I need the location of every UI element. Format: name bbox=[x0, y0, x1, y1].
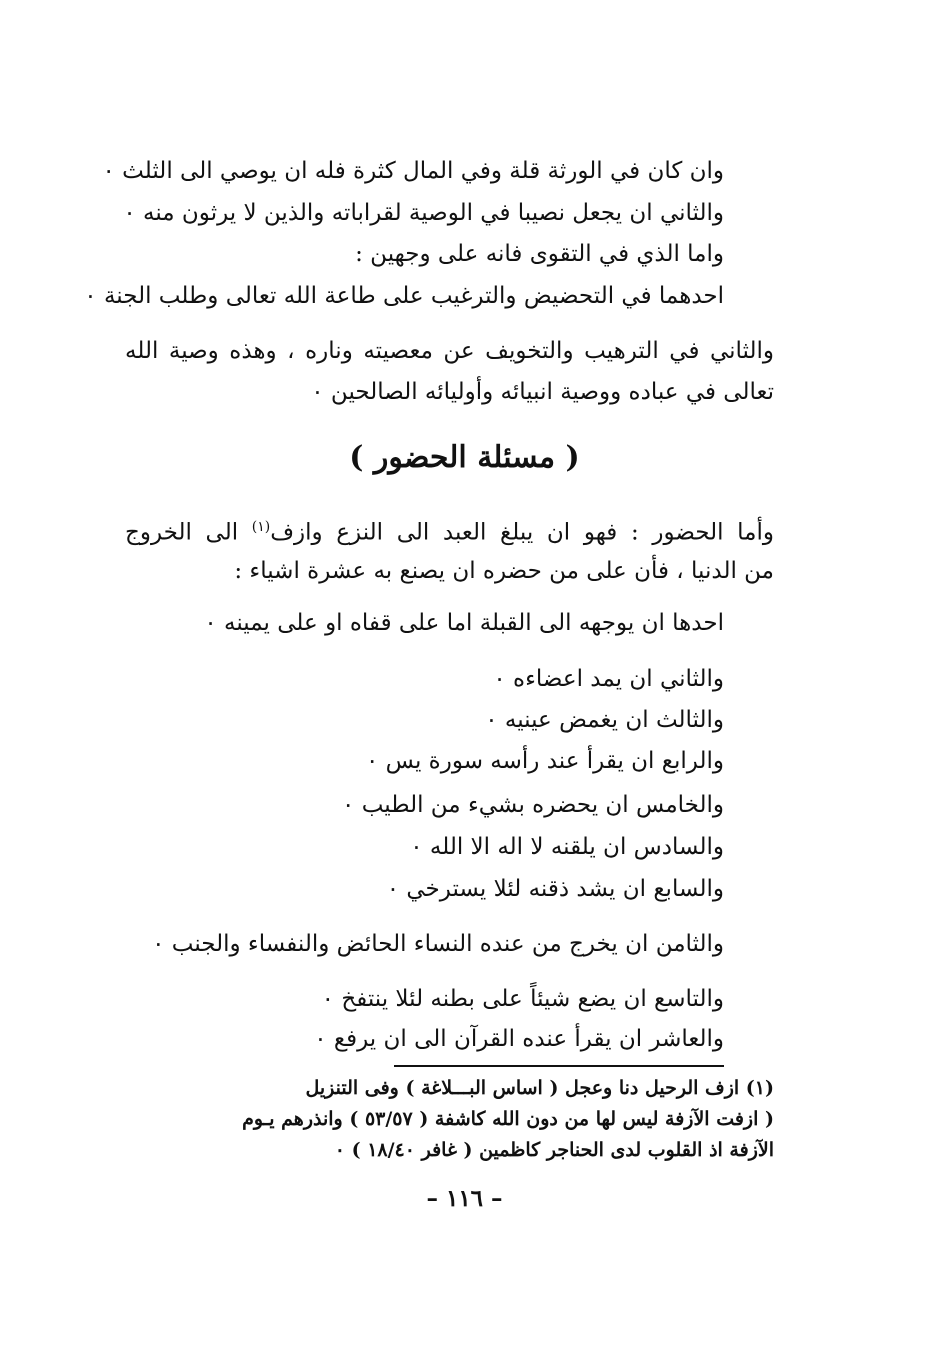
body-line: والثاني في الترهيب والتخويف عن معصيته وناره ، وهذه وصية الله bbox=[125, 338, 774, 364]
footnote-marker: (١) bbox=[251, 519, 271, 535]
footnote-divider bbox=[394, 1065, 724, 1067]
footnote-line: الآزفة اذ القلوب لدى الحناجر كاظمين ( غافر ١٨/٤٠ ) ٠ bbox=[334, 1139, 774, 1161]
body-line: والثاني ان يجعل نصيبا في الوصية لقراباته والذين لا يرثون منه ٠ bbox=[123, 200, 724, 226]
intro-line: من الدنيا ، فأن على من حضره ان يصنع به عشرة اشياء : bbox=[234, 558, 774, 584]
list-item: والثالث ان يغمض عينيه ٠ bbox=[485, 707, 724, 733]
list-item: والتاسع ان يضع شيئاً على بطنه لئلا ينتفخ ٠ bbox=[321, 986, 724, 1012]
page-number: – ١١٦ – bbox=[426, 1185, 503, 1212]
list-item: احدها ان يوجهه الى القبلة اما على قفاه او على يمينه ٠ bbox=[204, 610, 724, 636]
list-item: والسابع ان يشد ذقنه لئلا يسترخي ٠ bbox=[386, 876, 724, 902]
list-item: والثاني ان يمد اعضاءه ٠ bbox=[493, 666, 724, 692]
body-line: تعالى في عباده ووصية انبيائه وأوليائه الصالحين ٠ bbox=[311, 379, 774, 405]
body-line: احدهما في التحضيض والترغيب على طاعة الله تعالى وطلب الجنة ٠ bbox=[84, 283, 724, 309]
list-item: والخامس ان يحضره بشيء من الطيب ٠ bbox=[342, 792, 724, 818]
footnote-line: ( ازفت الآزفة ليس لها من دون الله كاشفة ( ٥٣/٥٧ ) وانذرهم يـوم bbox=[242, 1108, 774, 1130]
body-line: وان كان في الورثة قلة وفي المال كثرة فله ان يوصي الى الثلث ٠ bbox=[102, 158, 724, 184]
intro-text-after: الى الخروج bbox=[125, 519, 252, 546]
body-line: واما الذي في التقوى فانه على وجهين : bbox=[355, 241, 724, 267]
list-item: والسادس ان يلقنه لا اله الا الله ٠ bbox=[410, 834, 724, 860]
list-item: والثامن ان يخرج من عنده النساء الحائض والنفساء والجنب ٠ bbox=[152, 931, 724, 957]
section-heading: ( مسئلة الحضور ) bbox=[349, 440, 580, 475]
list-item: والعاشر ان يقرأ عنده القرآن الى ان يرفع ٠ bbox=[314, 1026, 724, 1052]
list-item: والرابع ان يقرأ عند رأسه سورة يس ٠ bbox=[365, 748, 724, 774]
intro-line bbox=[125, 512, 774, 548]
intro-text-before: وأما الحضور : فهو ان يبلغ العبد الى النزع وازف bbox=[270, 519, 774, 546]
footnote-line: (١) ازف الرحيل دنا وعجل ( اساس البـــلاغة ) وفى التنزيل bbox=[305, 1077, 774, 1099]
